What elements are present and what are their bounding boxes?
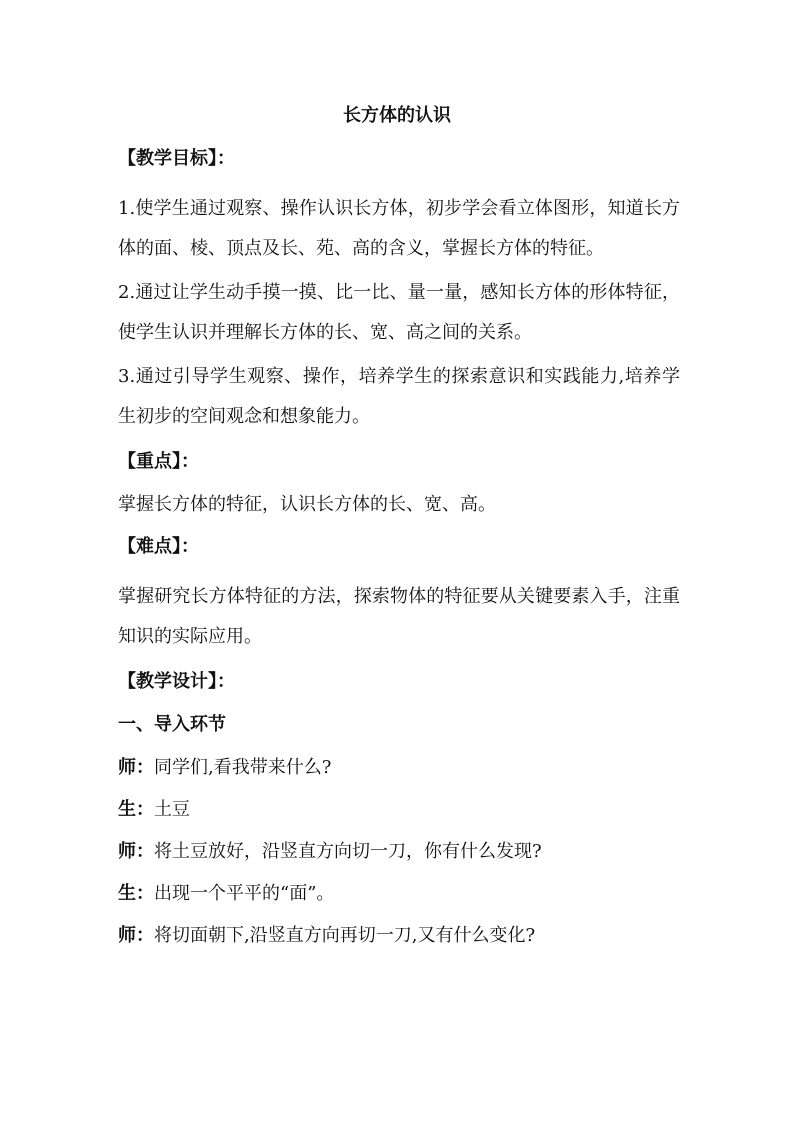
- dialogue-text: 将切面朝下,沿竖直方向再切一刀,又有什么变化?: [154, 925, 536, 946]
- speaker-label: 师：: [118, 841, 154, 862]
- section-one-heading: 一、导入环节: [118, 714, 226, 735]
- document-body: [118, 146, 680, 965]
- speaker-label: 师：: [118, 925, 154, 946]
- dialogue-line: [118, 923, 680, 949]
- dialogue-line: [118, 797, 680, 823]
- speaker-label: 生：: [118, 883, 154, 904]
- dialogue-text: 土豆: [154, 799, 190, 820]
- dialogue-text: 同学们,看我带来什么?: [154, 757, 332, 778]
- objective-item: 2.通过让学生动手摸一摸、比一比、量一量，感知长方体的形体特征，使学生认识并理解长方体的长、宽、高之间的关系。: [118, 282, 680, 343]
- speaker-label: 生：: [118, 799, 154, 820]
- dialogue-line: [118, 881, 680, 907]
- objective-item: 3.通过引导学生观察、操作，培养学生的探索意识和实践能力,培养学生初步的空间观念和想象能力。: [118, 366, 680, 427]
- objectives-heading: 【教学目标】：: [118, 148, 235, 169]
- key-points-heading: 【重点】：: [118, 451, 199, 472]
- dialogue-line: [118, 755, 680, 781]
- document-title: 长方体的认识: [343, 105, 451, 126]
- speaker-label: 师：: [118, 757, 154, 778]
- objective-item: 1.使学生通过观察、操作认识长方体，初步学会看立体图形，知道长方体的面、棱、顶点及长、苑、高的含义，掌握长方体的特征。: [118, 198, 680, 259]
- design-heading: 【教学设计】：: [118, 671, 235, 692]
- dialogue-text: 将土豆放好，沿竖直方向切一刀，你有什么发现?: [154, 841, 542, 862]
- dialogue-line: [118, 839, 680, 865]
- key-points-text: 掌握长方体的特征，认识长方体的长、宽、高。: [118, 494, 496, 515]
- dialogue-text: 出现一个平平的“面”。: [154, 883, 335, 904]
- difficulty-heading: 【难点】：: [118, 536, 199, 557]
- difficulty-text: 掌握研究长方体特征的方法，探索物体的特征要从关键要素入手，注重知识的实际应用。: [118, 586, 680, 647]
